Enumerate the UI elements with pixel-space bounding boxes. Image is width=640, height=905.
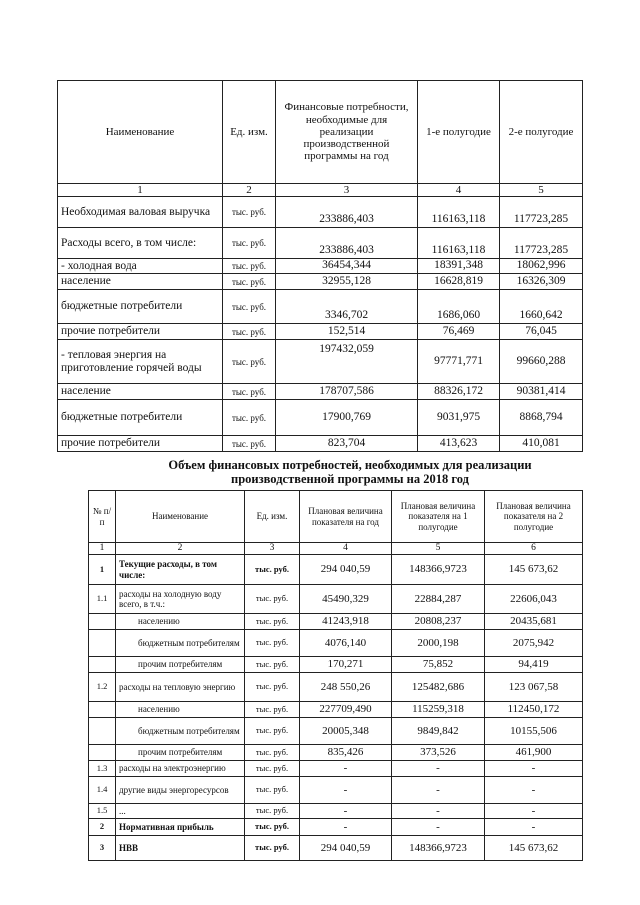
t2-row-name: НВВ xyxy=(116,836,245,861)
t1-row-name: население xyxy=(58,274,223,290)
t1-row-name: прочие потребители xyxy=(58,436,223,452)
t2-row-year: 294 040,59 xyxy=(300,836,392,861)
t1-row-h1: 18391,348 xyxy=(418,259,500,274)
t1-row-unit: тыс. руб. xyxy=(223,228,276,259)
table-row xyxy=(58,340,583,384)
t1-row-h1: 88326,172 xyxy=(418,384,500,400)
t2-header-year: Плановая величина показателя на год xyxy=(300,491,392,543)
t2-row-h1: 22884,287 xyxy=(392,585,485,614)
table-row xyxy=(89,630,583,657)
t2-row-unit: тыс. руб. xyxy=(245,555,300,585)
t2-row-no xyxy=(89,702,116,718)
t1-row-unit: тыс. руб. xyxy=(223,197,276,228)
t2-row-h2: - xyxy=(485,761,583,777)
t2-row-h2: 20435,681 xyxy=(485,614,583,630)
t2-row-h2: 2075,942 xyxy=(485,630,583,657)
t2-row-h2: 112450,172 xyxy=(485,702,583,718)
t2-header-h2: Плановая величина показателя на 2 полугодие xyxy=(485,491,583,543)
t1-row-year: 233886,403 xyxy=(276,197,418,228)
t2-row-unit: тыс. руб. xyxy=(245,836,300,861)
t2-row-h2: 145 673,62 xyxy=(485,836,583,861)
financial-needs-table xyxy=(57,80,583,452)
t2-row-h1: - xyxy=(392,777,485,804)
table-row xyxy=(89,702,583,718)
t2-row-year: - xyxy=(300,761,392,777)
t2-row-h1: 148366,9723 xyxy=(392,836,485,861)
table-row xyxy=(58,290,583,324)
t1-row-h2: 99660,288 xyxy=(500,340,583,384)
t2-row-year: 835,426 xyxy=(300,745,392,761)
production-program-table xyxy=(88,490,583,861)
t2-row-h2: 22606,043 xyxy=(485,585,583,614)
table-row xyxy=(58,324,583,340)
t1-index-cell: 1 xyxy=(58,184,223,197)
t1-row-h2: 410,081 xyxy=(500,436,583,452)
table-row xyxy=(89,585,583,614)
t2-row-unit: тыс. руб. xyxy=(245,819,300,836)
t2-row-no xyxy=(89,630,116,657)
t1-row-name: Необходимая валовая выручка xyxy=(58,197,223,228)
table1-header-row xyxy=(58,81,583,184)
t1-header-h2: 2-е полугодие xyxy=(500,81,583,184)
t1-row-h1: 76,469 xyxy=(418,324,500,340)
t2-row-year: - xyxy=(300,804,392,819)
t2-index-cell: 3 xyxy=(245,543,300,555)
t1-row-year: 32955,128 xyxy=(276,274,418,290)
t1-index-cell: 5 xyxy=(500,184,583,197)
t1-row-name: - тепловая энергия на приготовление горячей воды xyxy=(58,340,223,384)
t1-row-unit: тыс. руб. xyxy=(223,384,276,400)
t1-index-cell: 3 xyxy=(276,184,418,197)
t2-row-h1: - xyxy=(392,804,485,819)
t1-row-h2: 8868,794 xyxy=(500,400,583,436)
t2-row-year: 248 550,26 xyxy=(300,673,392,702)
t1-row-h2: 16326,309 xyxy=(500,274,583,290)
t1-row-unit: тыс. руб. xyxy=(223,340,276,384)
t2-row-name: расходы на холодную воду всего, в т.ч.: xyxy=(116,585,245,614)
t1-row-name: население xyxy=(58,384,223,400)
t2-row-h1: 115259,318 xyxy=(392,702,485,718)
table2-header-row xyxy=(89,491,583,543)
t2-row-no: 2 xyxy=(89,819,116,836)
t2-header-name: Наименование xyxy=(116,491,245,543)
table-row xyxy=(58,197,583,228)
t1-row-unit: тыс. руб. xyxy=(223,259,276,274)
table-row xyxy=(89,673,583,702)
table-row xyxy=(89,804,583,819)
t1-row-year: 36454,344 xyxy=(276,259,418,274)
t1-row-year: 152,514 xyxy=(276,324,418,340)
t2-row-year: - xyxy=(300,777,392,804)
t2-row-name: прочим потребителям xyxy=(116,745,245,761)
section-title: Объем финансовых потребностей, необходимых для реализации производственной программы на 2018 год xyxy=(168,458,532,487)
t2-row-year: 4076,140 xyxy=(300,630,392,657)
t2-row-h1: 148366,9723 xyxy=(392,555,485,585)
table-row xyxy=(89,836,583,861)
t2-row-unit: тыс. руб. xyxy=(245,761,300,777)
table-row xyxy=(89,718,583,745)
t2-row-unit: тыс. руб. xyxy=(245,630,300,657)
t2-row-h2: 123 067,58 xyxy=(485,673,583,702)
t2-row-no: 1.1 xyxy=(89,585,116,614)
t2-row-name: населению xyxy=(116,702,245,718)
t1-header-year: Финансовые потребности, необходимые для реализации производственной программы на год xyxy=(276,81,418,184)
table-row xyxy=(58,384,583,400)
table-row xyxy=(89,777,583,804)
t1-row-year: 823,704 xyxy=(276,436,418,452)
t2-row-unit: тыс. руб. xyxy=(245,614,300,630)
t1-row-year: 178707,586 xyxy=(276,384,418,400)
t1-row-h2: 90381,414 xyxy=(500,384,583,400)
t2-row-h2: - xyxy=(485,819,583,836)
t2-row-unit: тыс. руб. xyxy=(245,804,300,819)
t2-index-cell: 2 xyxy=(116,543,245,555)
t1-row-h1: 97771,771 xyxy=(418,340,500,384)
t1-header-name: Наименование xyxy=(58,81,223,184)
t2-row-name: Текущие расходы, в том числе: xyxy=(116,555,245,585)
t2-row-unit: тыс. руб. xyxy=(245,702,300,718)
t1-row-unit: тыс. руб. xyxy=(223,290,276,324)
t2-row-year: 45490,329 xyxy=(300,585,392,614)
t1-row-year: 233886,403 xyxy=(276,228,418,259)
t2-row-name: населению xyxy=(116,614,245,630)
t2-row-unit: тыс. руб. xyxy=(245,777,300,804)
t2-index-cell: 6 xyxy=(485,543,583,555)
t2-row-name: ... xyxy=(116,804,245,819)
table-row xyxy=(89,614,583,630)
t2-row-h1: 373,526 xyxy=(392,745,485,761)
t2-row-h1: 2000,198 xyxy=(392,630,485,657)
t2-row-h2: - xyxy=(485,804,583,819)
t2-row-h1: - xyxy=(392,761,485,777)
t2-row-year: 294 040,59 xyxy=(300,555,392,585)
t2-row-h1: - xyxy=(392,819,485,836)
t1-row-h1: 116163,118 xyxy=(418,228,500,259)
t2-row-name: прочим потребителям xyxy=(116,657,245,673)
t2-row-unit: тыс. руб. xyxy=(245,673,300,702)
t2-row-h1: 9849,842 xyxy=(392,718,485,745)
t1-row-h2: 117723,285 xyxy=(500,228,583,259)
t2-header-h1: Плановая величина показателя на 1 полугодие xyxy=(392,491,485,543)
t1-row-name: бюджетные потребители xyxy=(58,400,223,436)
t2-row-no: 1.4 xyxy=(89,777,116,804)
t1-index-cell: 2 xyxy=(223,184,276,197)
t2-row-year: 170,271 xyxy=(300,657,392,673)
t2-row-name: бюджетным потребителям xyxy=(116,630,245,657)
t1-row-h2: 1660,642 xyxy=(500,290,583,324)
t2-row-name: расходы на тепловую энергию xyxy=(116,673,245,702)
t2-row-unit: тыс. руб. xyxy=(245,657,300,673)
table-row xyxy=(58,274,583,290)
t2-row-year: 20005,348 xyxy=(300,718,392,745)
t1-row-name: прочие потребители xyxy=(58,324,223,340)
table-row xyxy=(58,436,583,452)
t1-row-name: - холодная вода xyxy=(58,259,223,274)
t1-row-h1: 1686,060 xyxy=(418,290,500,324)
t2-row-name: Нормативная прибыль xyxy=(116,819,245,836)
t2-row-no xyxy=(89,614,116,630)
t2-row-h2: 145 673,62 xyxy=(485,555,583,585)
t1-row-name: Расходы всего, в том числе: xyxy=(58,228,223,259)
t2-index-cell: 5 xyxy=(392,543,485,555)
t2-row-name: другие виды энергоресурсов xyxy=(116,777,245,804)
t2-row-no xyxy=(89,657,116,673)
t2-row-year: - xyxy=(300,819,392,836)
t2-row-h2: 10155,506 xyxy=(485,718,583,745)
t1-row-unit: тыс. руб. xyxy=(223,436,276,452)
t1-index-cell: 4 xyxy=(418,184,500,197)
t2-index-cell: 4 xyxy=(300,543,392,555)
t1-row-year: 17900,769 xyxy=(276,400,418,436)
t1-row-year: 197432,059 xyxy=(276,340,418,384)
t2-header-no: № п/п xyxy=(89,491,116,543)
t2-row-no: 3 xyxy=(89,836,116,861)
t1-row-unit: тыс. руб. xyxy=(223,274,276,290)
t2-row-no: 1 xyxy=(89,555,116,585)
t2-row-unit: тыс. руб. xyxy=(245,718,300,745)
table-row xyxy=(58,400,583,436)
t2-row-no: 1.5 xyxy=(89,804,116,819)
t1-row-h2: 18062,996 xyxy=(500,259,583,274)
t1-header-unit: Ед. изм. xyxy=(223,81,276,184)
table-row xyxy=(89,745,583,761)
t1-row-h2: 117723,285 xyxy=(500,197,583,228)
t2-row-h1: 125482,686 xyxy=(392,673,485,702)
t1-row-unit: тыс. руб. xyxy=(223,324,276,340)
t1-row-year: 3346,702 xyxy=(276,290,418,324)
t2-row-year: 227709,490 xyxy=(300,702,392,718)
table2-index-row xyxy=(89,543,583,555)
t1-row-h1: 413,623 xyxy=(418,436,500,452)
t2-row-unit: тыс. руб. xyxy=(245,585,300,614)
table-row xyxy=(89,761,583,777)
t1-row-h2: 76,045 xyxy=(500,324,583,340)
t2-row-h1: 20808,237 xyxy=(392,614,485,630)
t2-row-no: 1.2 xyxy=(89,673,116,702)
t1-row-h1: 116163,118 xyxy=(418,197,500,228)
t2-row-no xyxy=(89,718,116,745)
t2-row-h2: - xyxy=(485,777,583,804)
t2-row-name: бюджетным потребителям xyxy=(116,718,245,745)
t1-row-name: бюджетные потребители xyxy=(58,290,223,324)
t2-row-unit: тыс. руб. xyxy=(245,745,300,761)
t2-row-year: 41243,918 xyxy=(300,614,392,630)
t1-row-unit: тыс. руб. xyxy=(223,400,276,436)
t2-row-h1: 75,852 xyxy=(392,657,485,673)
t2-row-name: расходы на электроэнергию xyxy=(116,761,245,777)
t2-header-unit: Ед. изм. xyxy=(245,491,300,543)
table-row xyxy=(89,819,583,836)
table-row xyxy=(58,259,583,274)
t1-row-h1: 9031,975 xyxy=(418,400,500,436)
t2-row-no: 1.3 xyxy=(89,761,116,777)
t1-row-h1: 16628,819 xyxy=(418,274,500,290)
t1-header-h1: 1-е полугодие xyxy=(418,81,500,184)
table-row xyxy=(89,657,583,673)
table-row xyxy=(58,228,583,259)
t2-index-cell: 1 xyxy=(89,543,116,555)
t2-row-no xyxy=(89,745,116,761)
table-row xyxy=(89,555,583,585)
table1-index-row xyxy=(58,184,583,197)
t2-row-h2: 461,900 xyxy=(485,745,583,761)
t2-row-h2: 94,419 xyxy=(485,657,583,673)
